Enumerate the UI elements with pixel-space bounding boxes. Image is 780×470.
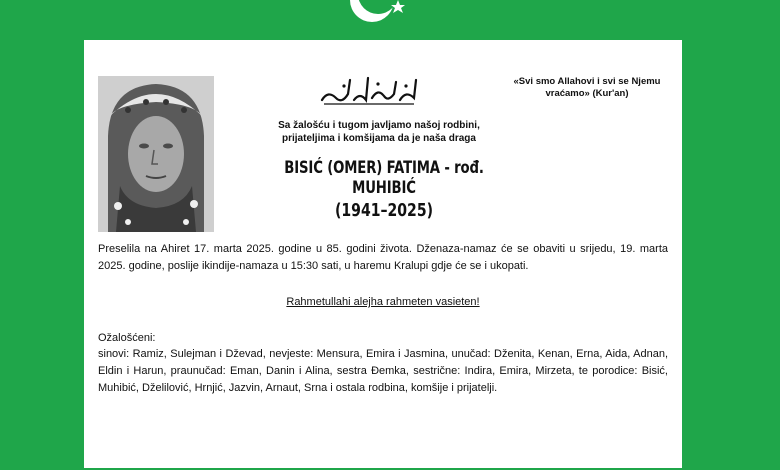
quran-quote: «Svi smo Allahovi i svi se Njemu vraćamo» (Kur'an)	[513, 76, 661, 99]
deceased-photo	[98, 76, 214, 232]
mourners-title: Ožalošćeni:	[98, 332, 156, 344]
intro-text: Sa žalošću i tugom javljamo našoj rodbini, prijateljima i komšijama da je naša draga	[278, 120, 480, 144]
crescent-star-icon	[346, 0, 416, 28]
deceased-name: BISIĆ (OMER) FATIMA - rođ. MUHIBIĆ	[284, 158, 484, 198]
mourners-list: sinovi: Ramiz, Sulejman i Dževad, nevjeste: Mensura, Emira i Jasmina, unučad: Dženita, Kenan, Erna, Aida, Adnan, Eldin i Harun, praunučad: Eman, Danin i Alina, sestra Đemka, sestrične: Indira, Emira, Mirzeta, te porodice: Bisić, Muhibić, Dželilović, Hrnjić, Jazvin, Arnaut, Srna i ostala rodbina, komšije i prijatelji.	[98, 348, 668, 394]
death-announcement: Preselila na Ahiret 17. marta 2025. godine u 85. godini života. Dženaza-namaz će se obaviti u srijedu, 19. marta 2025. godine, poslije ikindije-namaza u 15:30 sati, u haremu Kralupi gdje će se i ukopati.	[98, 243, 668, 272]
arabic-calligraphy-icon	[314, 72, 424, 108]
rahmet-prayer: Rahmetullahi alejha rahmeten vasieten!	[286, 296, 480, 308]
life-years: (1941–2025)	[334, 200, 434, 221]
obituary-card	[84, 40, 682, 468]
